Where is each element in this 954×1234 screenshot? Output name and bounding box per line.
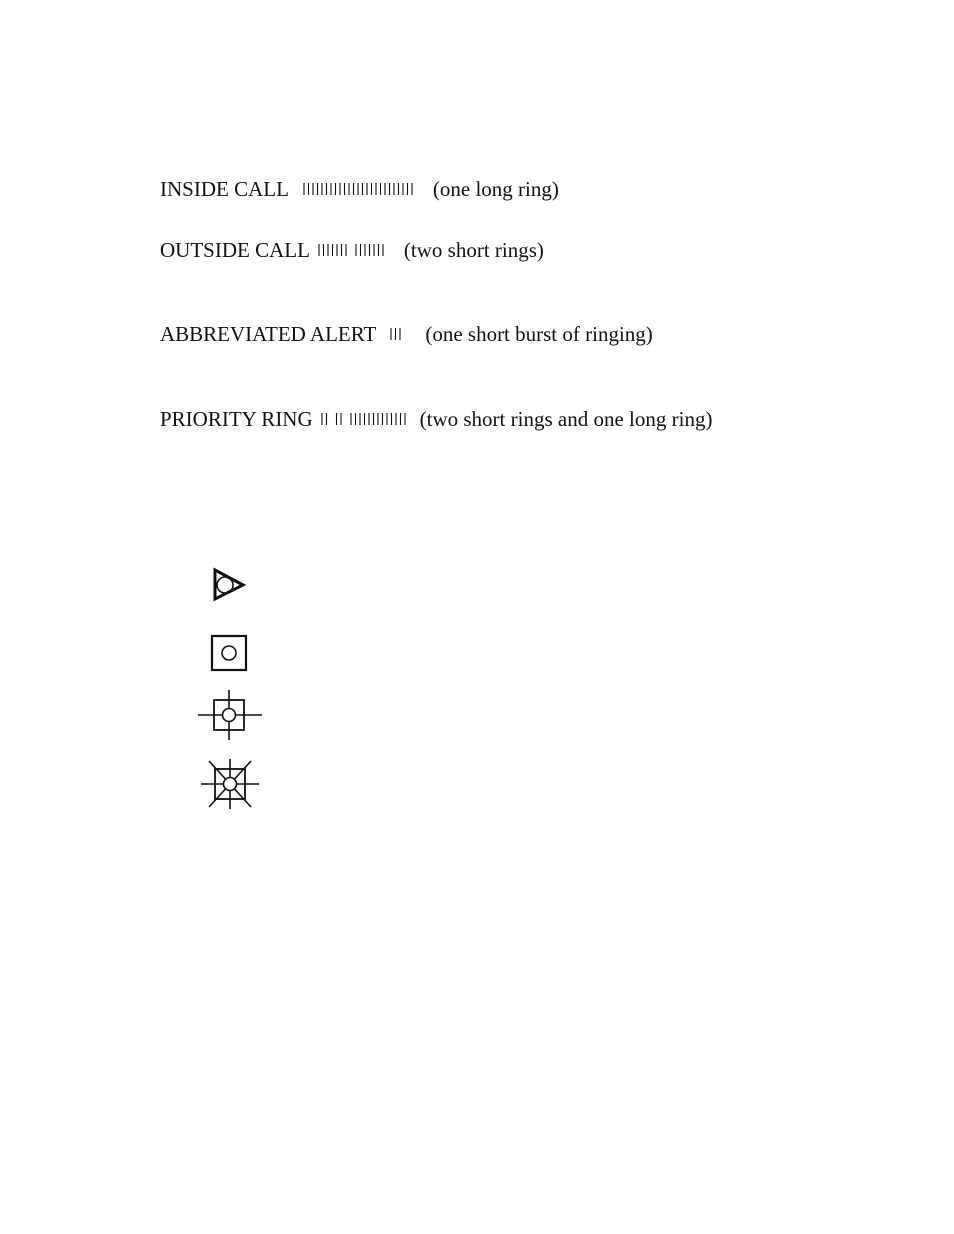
ring-label: OUTSIDE CALL: [160, 237, 310, 262]
ring-pattern-icon: [303, 182, 417, 196]
triangle-circle-icon: [210, 567, 248, 603]
ring-description: (one short burst of ringing): [425, 321, 653, 346]
ring-pattern-icon: [318, 243, 388, 257]
ring-pattern-icon: [390, 327, 405, 341]
square-circle-crosshair-icon: [198, 690, 262, 740]
ring-pattern-icon: [321, 412, 410, 426]
ring-signal-outside-call: [160, 235, 544, 265]
ring-label: ABBREVIATED ALERT: [160, 321, 377, 346]
ring-signal-abbreviated-alert: [160, 319, 653, 349]
ring-description: (two short rings): [403, 237, 544, 262]
square-circle-star-icon: [198, 757, 262, 811]
ring-signal-priority-ring: [160, 404, 712, 434]
ring-label: PRIORITY RING: [160, 406, 313, 431]
ring-signal-inside-call: [160, 174, 559, 204]
ring-description: (one long ring): [432, 176, 559, 201]
ring-label: INSIDE CALL: [160, 176, 289, 201]
square-circle-icon: [207, 631, 251, 675]
ring-description: (two short rings and one long ring): [419, 406, 713, 431]
